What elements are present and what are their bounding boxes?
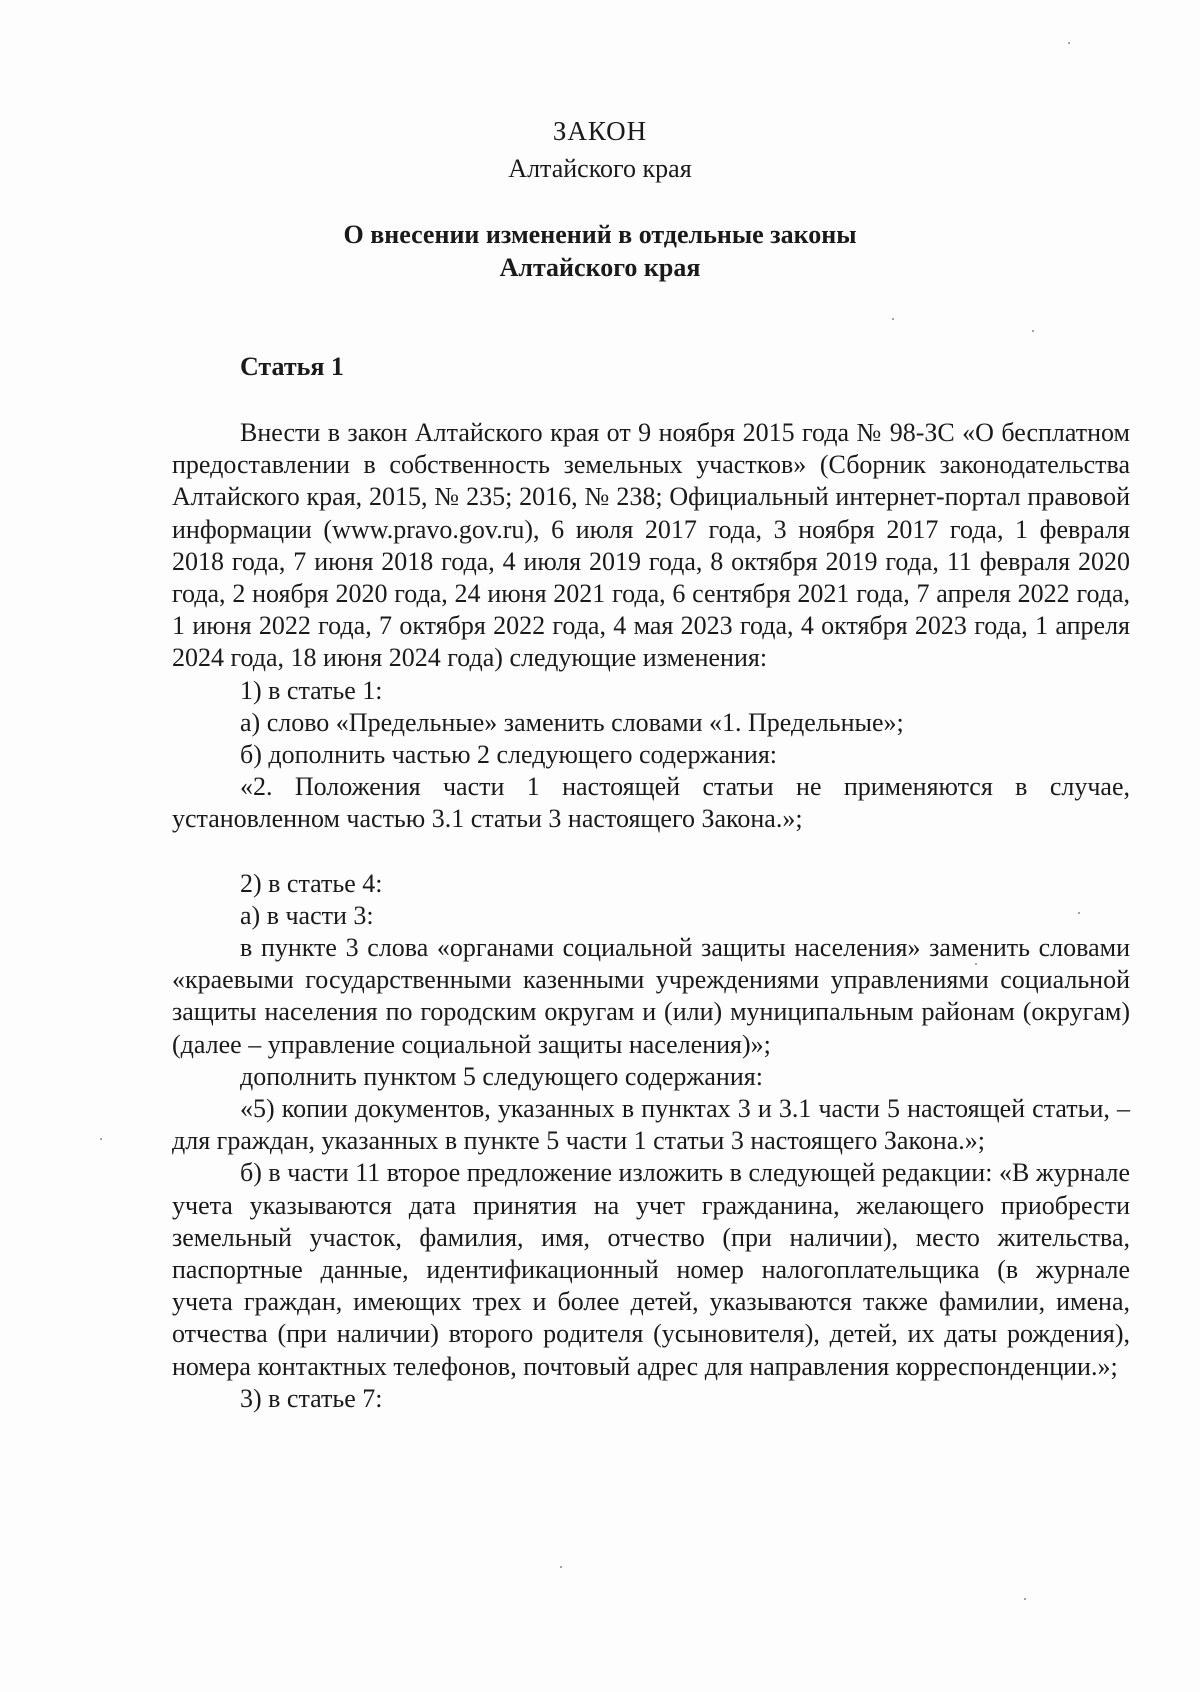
law-title-line-2: Алтайского края <box>499 253 701 282</box>
paragraph-item-2b: б) в части 11 второе предложение изложить в следующей редакции: «В журнале учета указываются дата принятия на учет гражданина, желающего приобрести земельный участок, фамилия, имя, отчество (при наличии), место жительства, паспортные данные, идентификационный номер налогоплательщика (в журнале учета граждан, имеющих трех и более детей, указываются также фамилии, имена, отчества (при наличии) второго родителя (усыновителя), детей, их даты рождения), номера контактных телефонов, почтовый адрес для направления корреспонденции.»; <box>172 1158 1130 1381</box>
paragraph-item-1: 1) в статье 1: <box>240 675 383 705</box>
scan-speck <box>1024 1598 1026 1600</box>
law-title <box>0 218 1200 284</box>
scan-speck <box>1078 912 1080 914</box>
region-heading: Алтайского края <box>508 154 692 183</box>
scan-speck <box>975 963 977 965</box>
paragraph-add-point-5: дополнить пунктом 5 следующего содержания: <box>240 1061 763 1091</box>
scan-speck <box>560 1566 562 1568</box>
paragraph-point-3: в пункте 3 слова «органами социальной защиты населения» заменить словами «краевыми государственными казенными учреждениями управлениями социальной защиты населения по городским округам и (или) муниципальным районам (округам) (далее – управление социальной защиты населения)»; <box>172 933 1130 1059</box>
scan-speck <box>1032 330 1034 332</box>
paragraph-intro: Внести в закон Алтайского края от 9 ноября 2015 года № 98-ЗС «О бесплатном предоставлении в собственность земельных участков» (Сборник законодательства Алтайского края, 2015, № 235; 2016, № 238; Официальный интернет-портал правовой информации (www.pravo.gov.ru), 6 июля 2017 года, 3 ноября 2017 года, 1 февраля 2018 года, 7 июня 2018 года, 4 июля 2019 года, 8 октября 2019 года, 11 февраля 2020 года, 2 ноября 2020 года, 24 июня 2021 года, 6 сентября 2021 года, 7 апреля 2022 года, 1 июня 2022 года, 7 октября 2022 года, 4 мая 2023 года, 4 октября 2023 года, 1 апреля 2024 года, 18 июня 2024 года) следующие изменения: <box>172 418 1130 673</box>
paragraph-quote-point-5: «5) копии документов, указанных в пунктах 3 и 3.1 части 5 настоящей статьи, – для граждан, указанных в пункте 5 части 1 статьи 3 настоящего Закона.»; <box>172 1094 1130 1156</box>
article-heading: Статья 1 <box>240 352 344 381</box>
paragraph-quote-part-2: «2. Положения части 1 настоящей статьи не применяются в случае, установленном частью 3.1 статьи 3 настоящего Закона.»; <box>172 772 1130 834</box>
document-body <box>172 417 1130 1415</box>
law-title-line-1: О внесении изменений в отдельные законы <box>343 220 857 249</box>
scan-speck <box>100 1138 102 1140</box>
paragraph-item-2a: а) в части 3: <box>240 900 374 930</box>
scan-speck <box>1068 42 1070 44</box>
law-heading: ЗАКОН <box>552 116 648 146</box>
scan-speck <box>892 318 894 320</box>
paragraph-item-3: 3) в статье 7: <box>240 1383 383 1413</box>
paragraph-item-1a: а) слово «Предельные» заменить словами «1. Предельные»; <box>240 707 904 737</box>
paragraph-item-2: 2) в статье 4: <box>240 868 383 898</box>
paragraph-item-1b: б) дополнить частью 2 следующего содержания: <box>240 740 778 770</box>
